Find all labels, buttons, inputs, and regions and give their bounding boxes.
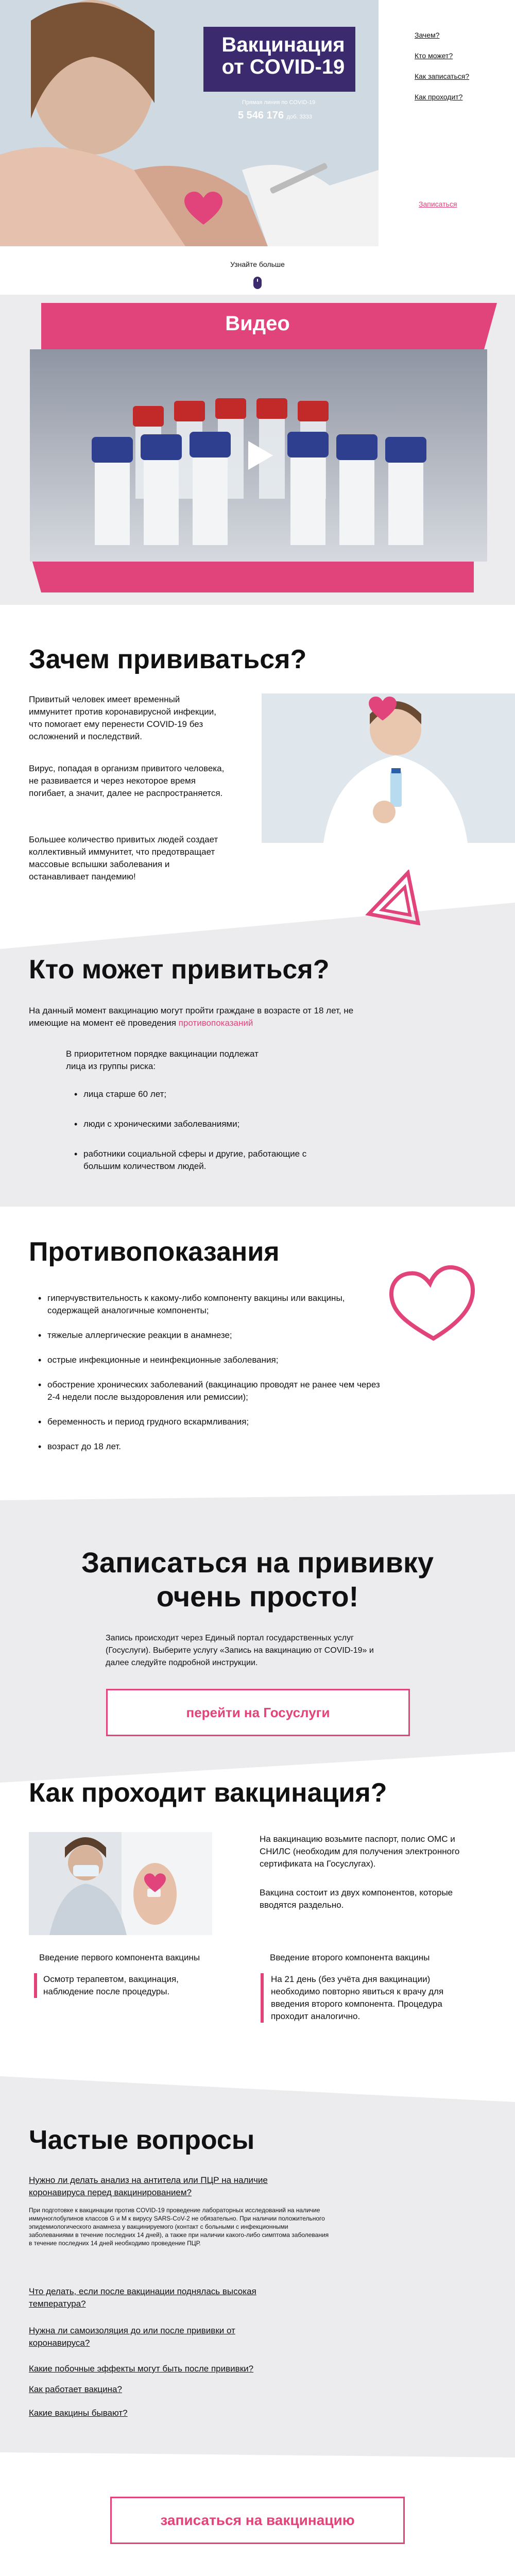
faq-question-2[interactable]: Что делать, если после вакцинации поднялась высокая температура? <box>29 2286 256 2309</box>
contra-list-item: • тяжелые аллергические реакции в анамнезе; <box>36 1329 386 1342</box>
hotline-suffix: доб. 3333 <box>286 114 312 120</box>
enroll-title <box>0 1546 515 1614</box>
step2-text: На 21 день (без учёта дня вакцинации) необходимо повторно явиться к врачу для введения второго компонента. Процедура проходит аналогично. <box>271 1974 444 2021</box>
faq-answer-1: При подготовке к вакцинации против COVID-19 проведение лабораторных исследований на наличие иммуноглобулинов классов G и M к вирусу SARS-CoV-2 не обязательно. При наличии положительного эпидемиологического анамнеза у вакцинируемого (контакт с больными с инфекционными заболеваниями в течение последних 14 дней), а также при наличии какого-либо симптома заболевания в течение последних 14 дней необходимо проведение ПЦР. <box>29 2207 329 2247</box>
who-intro-text: На данный момент вакцинацию могут пройти граждане в возрасте от 18 лет, не имеющие на момент её проведения <box>29 1006 354 1028</box>
step1-title: Введение первого компонента вакцины <box>39 1953 200 1962</box>
step2-card <box>261 1973 456 2023</box>
enroll-title-line1: Записаться на прививку <box>81 1546 434 1579</box>
step1-card <box>34 1973 219 1998</box>
heart-outline-icon <box>387 1255 485 1343</box>
process-paragraph-2: Вакцина состоит из двух компонентов, которые вводятся раздельно. <box>260 1888 453 1910</box>
contra-list <box>36 1292 386 1453</box>
nav-item-how-to-enroll[interactable]: Как записаться? <box>415 72 470 80</box>
step1-text: Осмотр терапевтом, вакцинация, наблюдение после процедуры. <box>43 1974 179 1996</box>
why-paragraph-1: Привитый человек имеет временный иммунитет против коронавирусной инфекции, что помогает ему перенести COVID-19 без осложнений и последствий. <box>29 694 216 741</box>
vaccination-image <box>29 1832 212 1935</box>
gosuslugi-button[interactable]: перейти на Госуслуги <box>106 1689 410 1736</box>
who-intro <box>29 1005 389 1029</box>
hotline-number[interactable]: 5 546 176 <box>238 110 284 121</box>
mouse-scroll-icon[interactable] <box>252 276 263 290</box>
heart-icon-small <box>368 697 397 721</box>
faq-question-6[interactable]: Какие вакцины бывают? <box>29 2408 128 2418</box>
who-title: Кто может привиться? <box>29 955 330 985</box>
learn-more-label[interactable]: Узнайте больше <box>230 260 285 268</box>
heart-icon-process <box>144 1873 166 1893</box>
faq-question-5[interactable]: Как работает вакцина? <box>29 2384 122 2394</box>
process-title: Как проходит вакцинация? <box>29 1778 387 1808</box>
faq-title: Частые вопросы <box>29 2125 255 2155</box>
main-nav <box>415 31 507 101</box>
who-list-item: • лица старше 60 лет; <box>72 1088 340 1100</box>
hero-title-line2: от COVID-19 <box>221 56 345 78</box>
nav-item-how-it-goes[interactable]: Как проходит? <box>415 93 463 101</box>
nav-item-who[interactable]: Кто может? <box>415 52 453 60</box>
faq-question-3[interactable]: Нужна ли самоизоляция до или после прививки от коронавируса? <box>29 2326 235 2348</box>
process-paragraph-1: На вакцинацию возьмите паспорт, полис ОМС и СНИЛС (необходим для получения электронного сертификата на Госуслугах). <box>260 1834 460 1869</box>
heart-icon <box>184 192 222 226</box>
video-banner-bottom <box>0 556 515 598</box>
why-title: Зачем прививаться? <box>29 645 307 674</box>
hotline-phone <box>238 110 312 122</box>
hero-title-line1: Вакцинация <box>221 33 345 56</box>
hero-title <box>209 34 358 78</box>
faq-question-4[interactable]: Какие побочные эффекты могут быть после прививки? <box>29 2364 254 2374</box>
faq-question-1[interactable]: Нужно ли делать анализ на антитела или ПЦР на наличие коронавируса перед вакцинированием? <box>29 2175 268 2197</box>
why-paragraph-3: Большее количество привитых людей создает коллективный иммунитет, что предотвращает массовые вспышки заболевания и останавливает пандемию! <box>29 835 218 882</box>
enroll-title-line2: очень просто! <box>156 1580 359 1613</box>
contra-title: Противопоказания <box>29 1237 280 1267</box>
step2-title: Введение второго компонента вакцины <box>270 1953 430 1962</box>
nav-item-why[interactable]: Зачем? <box>415 31 440 39</box>
enroll-text: Запись происходит через Единый портал государственных услуг (Госуслуги). Выберите услугу «Запись на вакцинацию от COVID-19» и далее следуйте подробной инструкции. <box>106 1634 374 1667</box>
contra-list-item: • беременность и период грудного вскармливания; <box>36 1416 386 1428</box>
contra-list-item: • острые инфекционные и неинфекционные заболевания; <box>36 1354 386 1366</box>
contraindications-link[interactable]: противопоказаний <box>178 1018 253 1028</box>
nav-signup-link[interactable]: Записаться <box>419 200 457 208</box>
who-list-item: • люди с хроническими заболеваниями; <box>72 1118 340 1130</box>
enroll-vaccination-button[interactable]: записаться на вакцинацию <box>110 2497 405 2544</box>
video-title: Видео <box>225 312 290 335</box>
who-list-item: • работники социальной сферы и другие, работающие с большим количеством людей. <box>72 1148 340 1173</box>
contra-list-item: • возраст до 18 лет. <box>36 1440 386 1453</box>
hotline-label: Прямая линия по COVID-19 <box>242 99 316 106</box>
contra-list-item: • обострение хронических заболеваний (вакцинацию проводят не ранее чем через 2-4 недели после выздоровления или ремиссии); <box>36 1379 386 1403</box>
triangle-icon <box>358 870 425 925</box>
who-priority: В приоритетном порядке вакцинации подлежат лица из группы риска: <box>66 1049 259 1071</box>
contra-list-item: • гиперчувствительность к какому-либо компоненту вакцины или вакцины, содержащей аналогичные компоненты; <box>36 1292 386 1317</box>
play-icon[interactable] <box>239 437 276 474</box>
who-list <box>72 1088 340 1173</box>
why-paragraph-2: Вирус, попадая в организм привитого человека, не развивается и через некоторое время погибает, а значит, далее не распространяется. <box>29 764 225 798</box>
